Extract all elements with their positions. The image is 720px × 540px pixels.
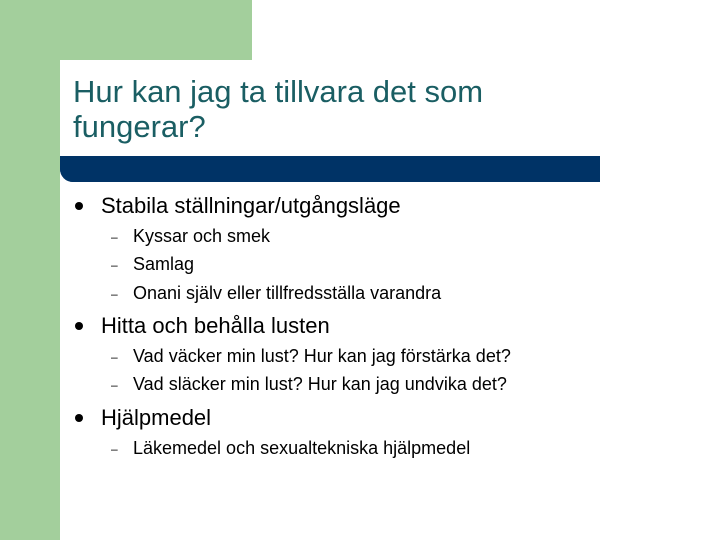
sub-bullet-text: Vad väcker min lust? Hur kan jag förstärka det? [133, 346, 511, 366]
bullet-text: Hitta och behålla lusten [101, 313, 330, 338]
bullet-item [101, 193, 401, 219]
bullet-text: Stabila ställningar/utgångsläge [101, 193, 401, 218]
sub-bullet-text: Samlag [133, 254, 195, 274]
dash-icon: – [111, 350, 118, 364]
title-underline-bar [60, 156, 600, 182]
sub-bullet-text: Vad släcker min lust? Hur kan jag undvika det? [133, 374, 507, 394]
dash-icon: – [111, 230, 118, 244]
bullet-dot-icon [75, 414, 83, 422]
dash-icon: – [111, 287, 118, 301]
title-bar-cap [60, 156, 86, 182]
sub-bullet-text: Läkemedel och sexualtekniska hjälpmedel [133, 438, 471, 458]
sub-bullet-item [111, 374, 507, 395]
dash-icon: – [111, 442, 118, 456]
sub-bullet-item [111, 346, 511, 367]
bullet-item [101, 405, 211, 431]
dash-icon: – [111, 258, 118, 272]
bullet-text: Hjälpmedel [101, 405, 212, 430]
sub-bullet-item [111, 438, 471, 459]
dash-icon: – [111, 378, 118, 392]
bullet-item [101, 313, 330, 339]
sub-bullet-text: Kyssar och smek [133, 226, 271, 246]
slide-title: Hur kan jag ta tillvara det som fungerar? [73, 74, 484, 144]
green-side-band [0, 0, 60, 540]
bullet-dot-icon [75, 322, 83, 330]
sub-bullet-item [111, 254, 195, 275]
sub-bullet-item [111, 283, 442, 304]
green-top-block [0, 0, 252, 60]
sub-bullet-text: Onani själv eller tillfredsställa varandra [133, 283, 442, 303]
sub-bullet-item [111, 226, 271, 247]
bullet-dot-icon [75, 202, 83, 210]
